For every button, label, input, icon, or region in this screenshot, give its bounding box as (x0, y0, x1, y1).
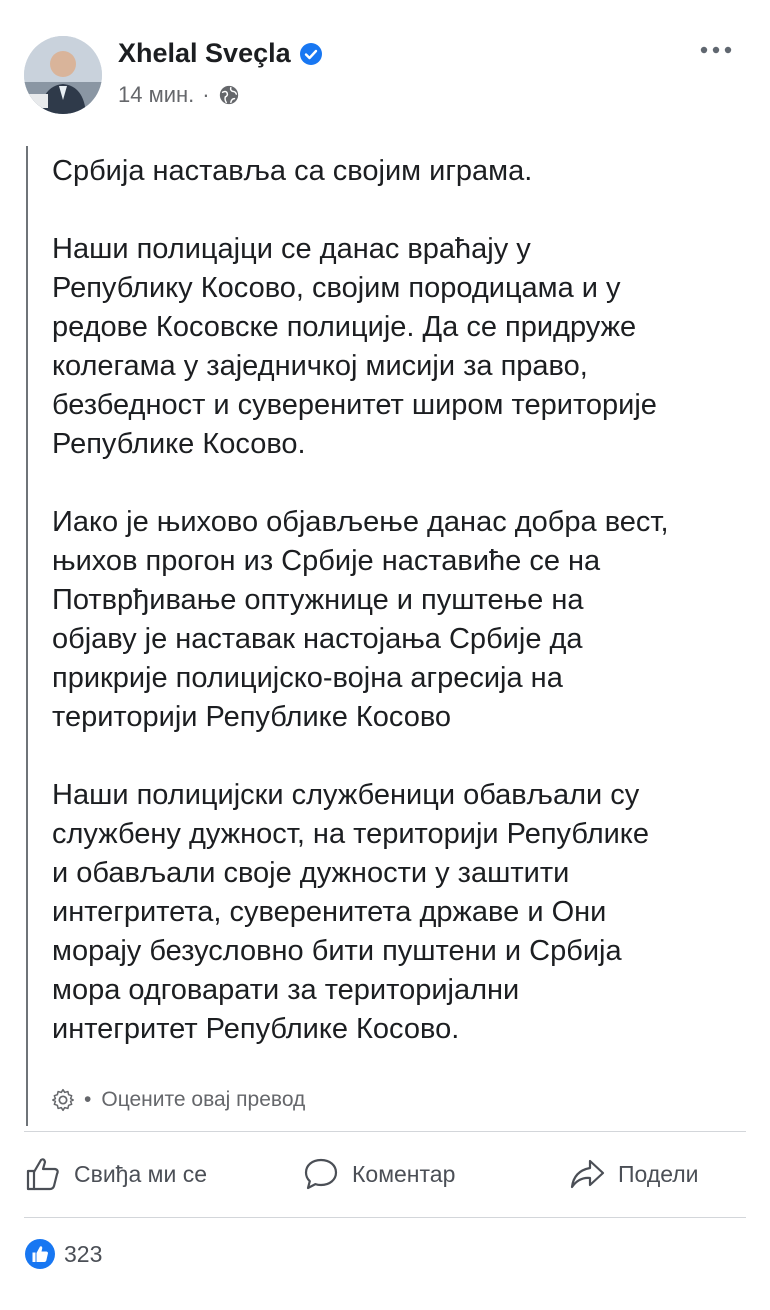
reaction-count[interactable]: 323 (64, 1240, 103, 1267)
share-label[interactable]: Подели (618, 1160, 699, 1187)
post-paragraph: Иако је њихово објављење данас добра вест, њихов прогон из Србије наставиће се на Потврђивање оптужнице и пуштење на објаву је наставак настојања Србије да прикрије полицијско-војна агресија на територији Републике Косово (52, 506, 669, 733)
divider (24, 1131, 746, 1132)
post-time[interactable]: 14 мин. (118, 82, 195, 107)
globe-icon (218, 84, 240, 106)
share-arrow-icon (568, 1155, 606, 1193)
post-header (0, 0, 770, 130)
rate-translation[interactable] (50, 1087, 305, 1113)
like-reaction-icon (24, 1238, 56, 1270)
comment-button[interactable] (302, 1155, 455, 1193)
verified-badge-icon (299, 42, 323, 66)
more-options-icon[interactable] (698, 38, 734, 62)
share-button[interactable] (568, 1155, 699, 1193)
rate-translation-label[interactable]: Оцените овај превод (101, 1088, 306, 1111)
like-button[interactable] (24, 1155, 207, 1193)
author-name[interactable] (118, 38, 323, 69)
comment-label[interactable]: Коментар (352, 1160, 456, 1187)
post-meta (118, 82, 240, 108)
post-paragraph: Наши полицајци се данас враћају у Републику Косово, својим породицама и у редове Косовске полиције. Да се придруже колегама у заједничкој мисији за право, безбедност и суверенитет широм територије Републике Косово. (52, 233, 657, 460)
post-paragraph: Србија наставља са својим играма. (52, 155, 533, 187)
comment-icon (302, 1155, 340, 1193)
gear-icon (50, 1087, 76, 1113)
avatar[interactable] (24, 36, 102, 114)
thumbs-up-icon (24, 1155, 62, 1193)
meta-separator: · (202, 82, 210, 107)
like-label[interactable]: Свиђа ми се (74, 1160, 207, 1187)
quote-bar (26, 146, 28, 1126)
post-body (52, 152, 752, 1088)
translate-separator: • (84, 1088, 92, 1111)
divider (24, 1217, 746, 1218)
action-bar (0, 1143, 770, 1207)
post-paragraph: Наши полицијски службеници обављали су службену дужност, на територији Републике и обављали своје дужности у заштити интегритета, суверенитета државе и Они морају безусловно бити пуштени и Србија мора одговарати за територијални интегритет Републике Косово. (52, 779, 649, 1045)
reactions-summary[interactable] (24, 1238, 102, 1270)
author-name-text[interactable]: Xhelal Sveçla (118, 38, 291, 68)
